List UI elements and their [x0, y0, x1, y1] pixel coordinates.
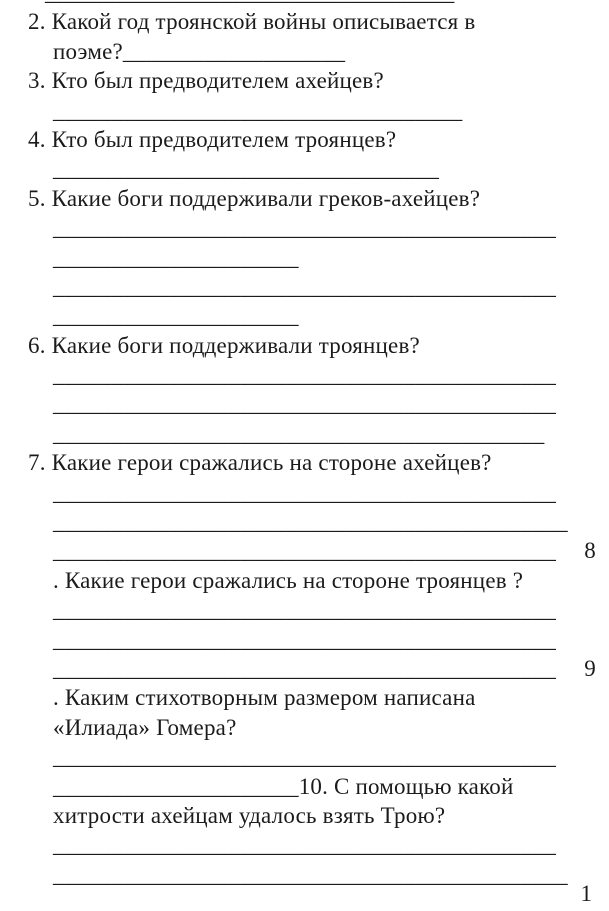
answer-blank-line-with-number-8: ___________________________________________ 8	[53, 536, 609, 565]
question-2-line-1: 2. Какой год троянской войны описывается в	[28, 9, 476, 35]
question-9-line-1: . Каким стихотворным размером написана	[53, 685, 476, 711]
answer-blank-line-partial	[53, 0, 609, 7]
answer-blank-line: ___________________________________________	[53, 626, 557, 652]
answer-blank-line: ___________________________________________	[53, 597, 557, 623]
answer-blank-line: ___________________________________________	[53, 215, 557, 241]
question-3-line: 3. Кто был предводителем ахейцев?	[28, 68, 384, 94]
question-2-line-2-with-blank: поэме?___________________	[53, 38, 346, 64]
answer-blank-line: ___________________________________	[53, 97, 463, 123]
wrapped-question-number: 8	[584, 538, 596, 564]
answer-blank-line-short: _____________________	[53, 244, 299, 270]
wrapped-question-number: 9	[584, 655, 596, 681]
answer-blank-line: ___________________________________________	[53, 391, 557, 417]
question-5-line: 5. Какие боги поддерживали греков-ахейцев?	[28, 185, 481, 211]
page-number: 1	[580, 881, 592, 906]
answer-blank-line: ___________________________________________	[53, 744, 557, 770]
question-6-line: 6. Какие боги поддерживали троянцев?	[28, 332, 420, 358]
answer-blank-line: ___________________________________________	[53, 479, 557, 505]
answer-blank-line: ___________________________________________	[53, 273, 557, 299]
question-9-line-2: «Илиада» Гомера?	[53, 714, 237, 740]
answer-blank-line-short: _____________________	[53, 303, 299, 329]
blank-and-question-10-line: _____________________10. С помощью какой	[53, 773, 514, 799]
answer-blank-line: ____________________________________________	[53, 861, 568, 887]
question-4-line: 4. Кто был предводителем троянцев?	[28, 126, 397, 152]
answer-blank-line: ____________________________________________	[53, 509, 568, 535]
answer-blank-line: ___________________________________________	[53, 362, 557, 388]
answer-blank-line: ___________________________________________	[53, 832, 557, 858]
answer-blank-line: __________________________________________	[53, 420, 545, 446]
question-10-line-2: хитрости ахейцам удалось взять Трою?	[53, 802, 446, 828]
question-8-line: . Какие герои сражались на стороне троянцев ?	[53, 567, 524, 593]
question-7-line: 7. Какие герои сражались на стороне ахейцев?	[28, 450, 492, 476]
answer-blank-line: _________________________________	[53, 156, 440, 182]
answer-blank-line-with-number-9: ___________________________________________ 9	[53, 654, 609, 683]
document-content	[28, 0, 609, 889]
